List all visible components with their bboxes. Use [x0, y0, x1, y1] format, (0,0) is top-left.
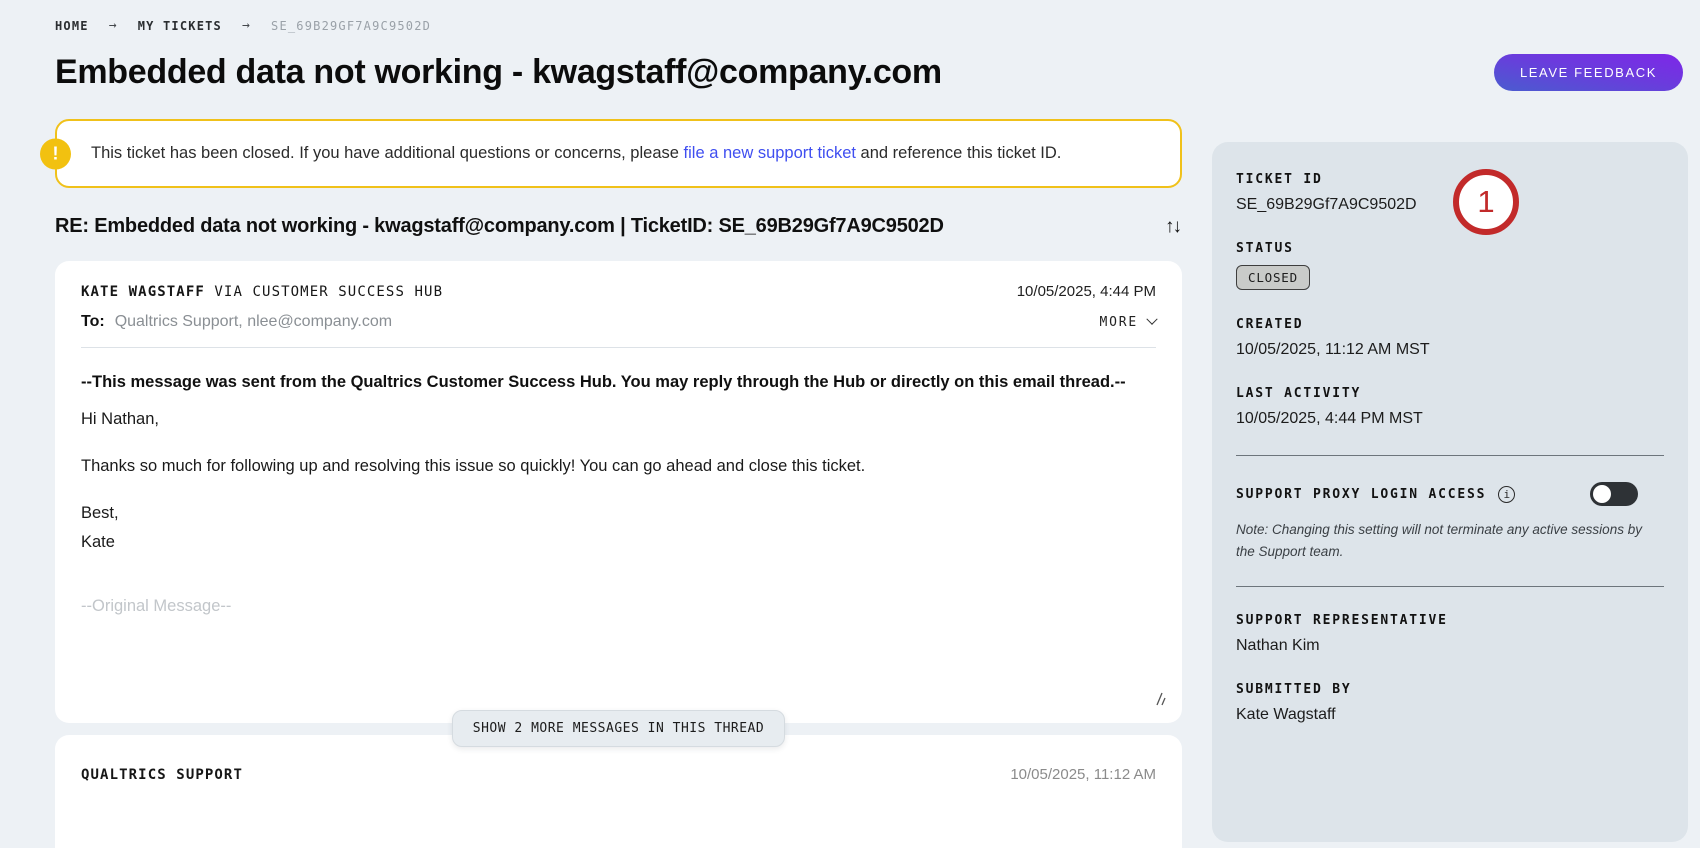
sender-name: QUALTRICS SUPPORT — [81, 767, 243, 783]
message-header — [81, 283, 1156, 300]
page-title: Embedded data not working - kwagstaff@company.com — [55, 53, 942, 91]
support-rep-value: Nathan Kim — [1236, 637, 1320, 655]
proxy-access-toggle[interactable] — [1590, 482, 1638, 506]
ticket-id-value: SE_69B29Gf7A9C9502D — [1236, 196, 1417, 213]
status-field — [1236, 241, 1664, 290]
sort-order-icon[interactable]: ↑↓ — [1165, 215, 1180, 237]
message-greeting: Hi Nathan, — [81, 409, 159, 428]
status-label: STATUS — [1236, 241, 1294, 256]
created-value: 10/05/2025, 11:12 AM MST — [1236, 341, 1430, 358]
more-label: MORE — [1099, 314, 1138, 330]
message-header — [81, 766, 1156, 783]
annotation-circle-1: 1 — [1453, 169, 1519, 235]
title-row — [55, 53, 1688, 92]
ticket-info-sidebar — [1212, 119, 1688, 848]
message-signature: Kate — [81, 532, 115, 551]
sender-via: VIA CUSTOMER SUCCESS HUB — [204, 284, 444, 300]
info-icon[interactable]: i — [1498, 486, 1515, 503]
banner-text-before: This ticket has been closed. If you have additional questions or concerns, please — [91, 144, 684, 162]
support-rep-field — [1236, 613, 1664, 655]
submitted-by-label: SUBMITTED BY — [1236, 682, 1352, 698]
banner-text-after: and reference this ticket ID. — [855, 144, 1062, 162]
breadcrumb-my-tickets[interactable]: MY TICKETS — [137, 18, 222, 33]
message-signoff: Best, — [81, 503, 119, 522]
proxy-access-note: Note: Changing this setting will not terminate any active sessions by the Support team. — [1236, 522, 1642, 559]
ticket-info-panel — [1212, 142, 1688, 842]
submitted-by-value: Kate Wagstaff — [1236, 706, 1336, 724]
proxy-access-row — [1236, 482, 1664, 506]
message-card — [55, 261, 1182, 723]
breadcrumb-arrow-icon: → — [108, 18, 118, 33]
submitted-by-field — [1236, 682, 1664, 724]
message-sender — [81, 767, 243, 783]
ticket-id-label: TICKET ID — [1236, 172, 1323, 187]
created-field — [1236, 317, 1664, 359]
sidebar-divider — [1236, 455, 1664, 456]
thread-subject: RE: Embedded data not working - kwagstaff@company.com | TicketID: SE_69B29Gf7A9C9502D — [55, 215, 944, 237]
thread-subject-row — [55, 215, 1182, 238]
ticket-closed-banner — [52, 119, 1182, 188]
more-details-button[interactable] — [1099, 315, 1156, 330]
chevron-down-icon — [1146, 314, 1157, 325]
last-activity-value: 10/05/2025, 4:44 PM MST — [1236, 410, 1423, 427]
sidebar-divider — [1236, 586, 1664, 587]
ticket-id-field — [1236, 172, 1664, 214]
message-paragraph: Thanks so much for following up and resolving this issue so quickly! You can go ahead and close this ticket. — [81, 456, 866, 475]
file-new-ticket-link[interactable]: file a new support ticket — [683, 144, 856, 162]
breadcrumb — [55, 18, 1688, 33]
recipients-list: Qualtrics Support, nlee@company.com — [114, 313, 393, 330]
message-card — [55, 735, 1182, 848]
sender-name: KATE WAGSTAFF — [81, 284, 205, 300]
original-message-faded: --Original Message-- — [81, 597, 232, 616]
message-timestamp: 10/05/2025, 4:44 PM — [1016, 283, 1156, 300]
last-activity-field — [1236, 386, 1664, 428]
to-label: To: — [81, 313, 105, 330]
toggle-knob — [1593, 485, 1611, 503]
message-divider — [81, 347, 1156, 348]
breadcrumb-home[interactable]: HOME — [55, 18, 89, 33]
message-body — [81, 368, 1156, 621]
proxy-access-label: SUPPORT PROXY LOGIN ACCESS — [1236, 486, 1487, 502]
breadcrumb-ticket-id: SE_69B29GF7A9C9502D — [271, 18, 432, 33]
show-more-messages-button[interactable]: SHOW 2 MORE MESSAGES IN THIS THREAD — [452, 710, 785, 747]
message-timestamp: 10/05/2025, 11:12 AM — [1010, 766, 1156, 783]
created-label: CREATED — [1236, 317, 1304, 332]
status-badge: CLOSED — [1236, 265, 1310, 290]
leave-feedback-button[interactable]: LEAVE FEEDBACK — [1494, 54, 1683, 91]
support-rep-label: SUPPORT REPRESENTATIVE — [1236, 613, 1448, 629]
hub-disclaimer-text: --This message was sent from the Qualtrics Customer Success Hub. You may reply through the Hub or directly on this email thread.-- — [81, 373, 1126, 391]
last-activity-label: LAST ACTIVITY — [1236, 386, 1362, 401]
resize-grip-icon[interactable] — [1152, 692, 1166, 711]
message-sender — [81, 284, 443, 300]
thread-column — [52, 119, 1182, 848]
warning-icon: ! — [40, 138, 71, 169]
recipients-row — [81, 313, 1156, 331]
breadcrumb-arrow-icon: → — [241, 18, 252, 33]
